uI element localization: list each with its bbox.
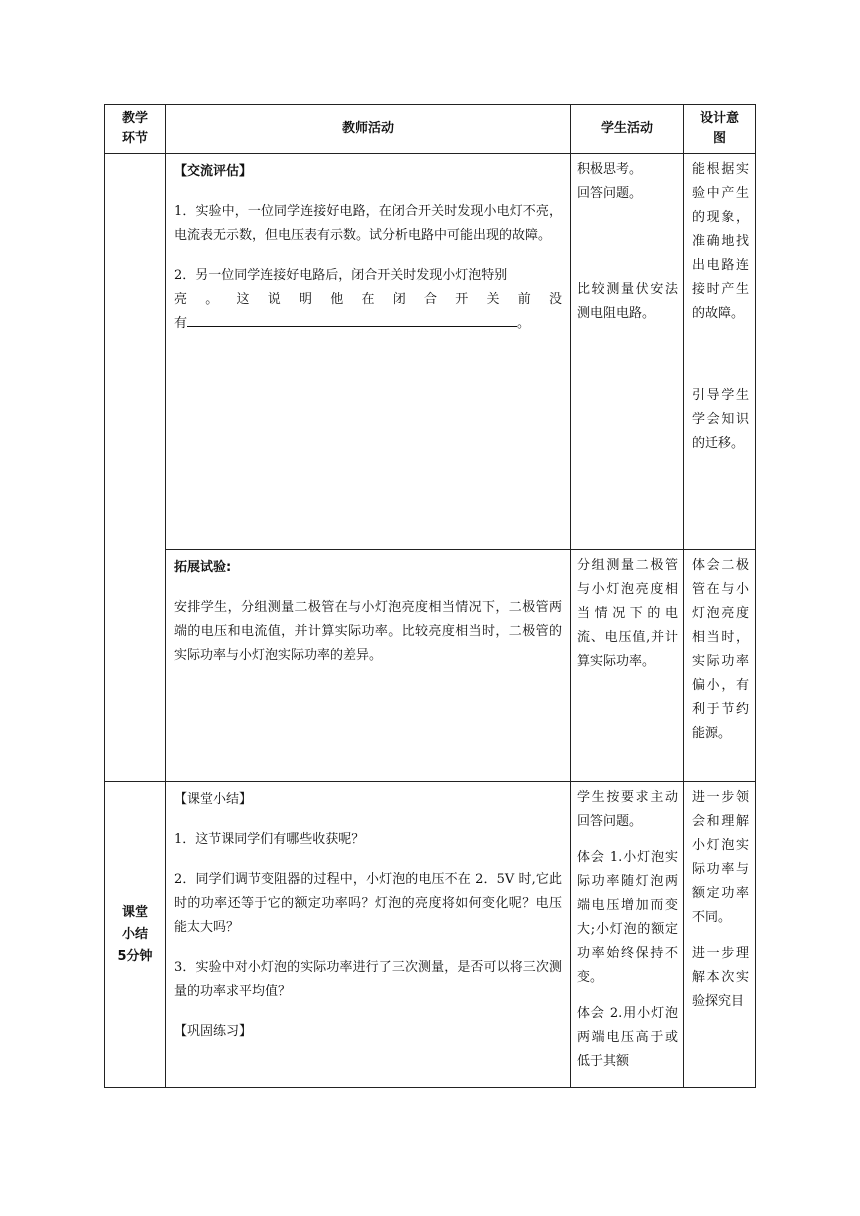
student-line-think: 积极思考。 <box>577 162 643 177</box>
summary-question-3: 3．实验中对小灯泡的实际功率进行了三次测量，是否可以将三次测量的功率求平均值？ <box>174 960 562 999</box>
row-class-summary <box>105 782 756 1088</box>
student-line-compare: 比较测量伏安法测电阻电路。 <box>577 282 678 321</box>
stage-line-1: 课堂 <box>121 904 148 920</box>
exchange-question-2-line3 <box>174 312 562 336</box>
student-extension-body: 分组测量二极管与小灯泡亮度相当情况下的电流、电压值,并计算实际功率。 <box>577 558 678 669</box>
teacher-activity-exchange <box>166 154 571 550</box>
summary-question-1: 1．这节课同学们有哪些收获呢？ <box>174 832 365 847</box>
exchange-question-2-line2: 亮 。 这 说 明 他 在 闭 合 开 关 前 没 <box>174 292 562 307</box>
student-summary-p3: 体会 2.用小灯泡两端电压高于或低于其额 <box>577 1006 678 1069</box>
practice-heading: 【巩固练习】 <box>174 1024 253 1039</box>
header-student: 学生活动 <box>571 105 684 154</box>
student-activity-exchange <box>571 154 684 550</box>
design-knowledge-transfer: 引导学生学会知识的迁移。 <box>692 388 749 451</box>
design-fault-finding: 能根据实验中产生的现象，准确地找出电路连接时产生的故障。 <box>692 162 749 321</box>
stage-line-2: 小结 <box>121 926 148 942</box>
extension-heading: 拓展试验: <box>174 560 232 575</box>
extension-body: 安排学生，分组测量二极管在与小灯泡亮度相当情况下，二极管两端的电压和电流值，并计算实际功率。比较亮度相当时，二极管的实际功率与小灯泡实际功率的差异。 <box>174 600 562 663</box>
stage-cell-empty <box>105 154 166 782</box>
row-exchange-evaluation <box>105 154 756 550</box>
design-intent-summary <box>684 782 756 1088</box>
summary-question-2: 2．同学们调节变阻器的过程中，小灯泡的电压不在 2．5V 时,它此时的功率还等于它的额定功率吗？灯泡的亮度将如何变化呢？电压能太大吗？ <box>174 872 562 935</box>
teacher-activity-extension <box>166 550 571 782</box>
exchange-question-1: 1．实验中，一位同学连接好电路，在闭合开关时发现小电灯不亮，电流表无示数，但电压表有示数。试分析电路中可能出现的故障。 <box>174 204 562 243</box>
student-summary-p2: 体会 1.小灯泡实际功率随灯泡两端电压增加而变大;小灯泡的额定功率始终保持不变。 <box>577 850 678 985</box>
q2-prefix: 有 <box>174 316 188 331</box>
header-teacher: 教师活动 <box>166 105 571 154</box>
fill-in-blank <box>187 312 517 327</box>
header-row <box>105 105 756 154</box>
lesson-plan-table <box>104 104 756 1088</box>
stage-line-3: 5分钟 <box>117 948 153 964</box>
summary-heading: 【课堂小结】 <box>174 792 253 807</box>
student-summary-p1: 学生按要求主动回答问题。 <box>577 790 678 829</box>
student-activity-summary <box>571 782 684 1088</box>
design-summary-p1: 进一步领会和理解小灯泡实际功率与额定功率不同。 <box>692 790 749 925</box>
teacher-activity-summary <box>166 782 571 1088</box>
design-extension-body: 体会二极管在与小灯泡亮度相当时，实际功率偏小，有利于节约能源。 <box>692 558 749 741</box>
header-stage: 教学环节 <box>105 105 166 154</box>
stage-class-summary <box>105 782 166 1088</box>
row-extension-experiment <box>105 550 756 782</box>
design-intent-exchange <box>684 154 756 550</box>
exchange-heading: 【交流评估】 <box>174 164 253 179</box>
q2-suffix: 。 <box>517 316 531 331</box>
student-line-answer: 回答问题。 <box>577 186 643 201</box>
design-intent-extension <box>684 550 756 782</box>
exchange-question-2-line1: 2．另一位同学连接好电路后，闭合开关时发现小灯泡特别 <box>174 268 508 283</box>
student-activity-extension <box>571 550 684 782</box>
header-design: 设计意图 <box>684 105 756 154</box>
design-summary-p2: 进一步理解本次实验探究目 <box>692 946 749 1009</box>
